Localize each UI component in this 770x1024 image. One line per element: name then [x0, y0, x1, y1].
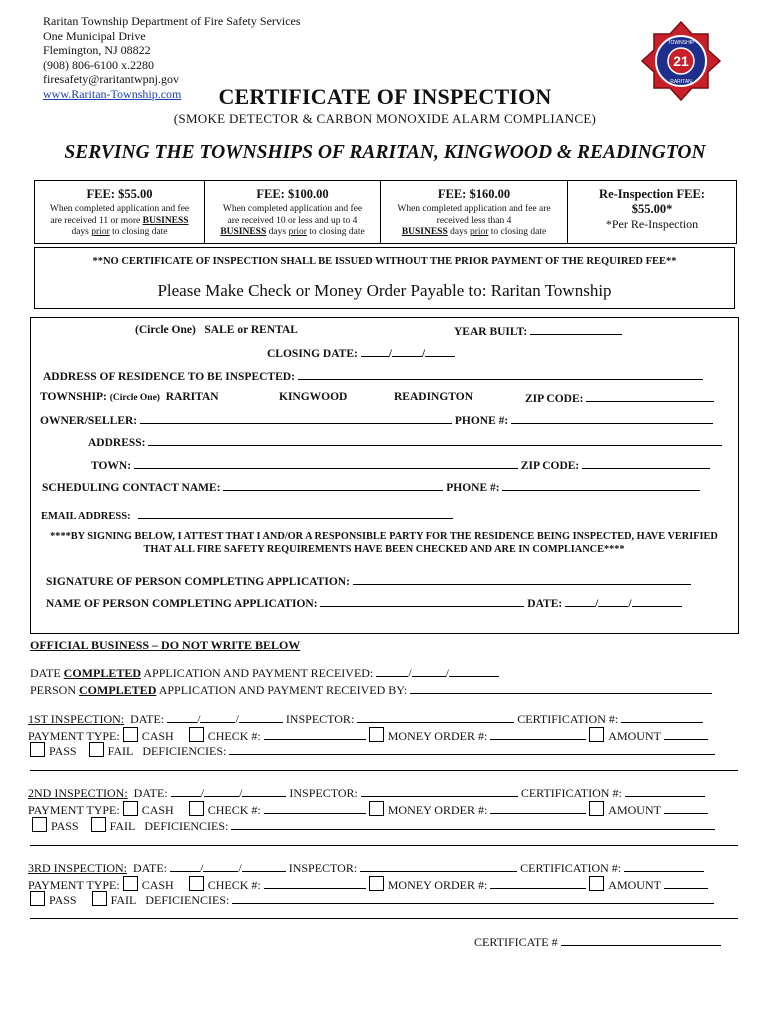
- inspection-3-result: PASS FAIL DEFICIENCIES:: [30, 891, 714, 908]
- inspection-3-date-day[interactable]: [203, 861, 238, 872]
- inspection-2-money-order-field[interactable]: [490, 803, 586, 814]
- year-built-label: YEAR BUILT:: [454, 326, 528, 338]
- inspection-3-label: 3RD INSPECTION:: [28, 861, 128, 875]
- inspection-3-amount-checkbox[interactable]: [589, 876, 604, 891]
- no-certificate-warning: **NO CERTIFICATE OF INSPECTION SHALL BE ISSUED WITHOUT THE PRIOR PAYMENT OF THE REQUIRED FEE**: [92, 256, 677, 267]
- town-zip-field[interactable]: [582, 458, 710, 469]
- inspection-3-date-year[interactable]: [242, 861, 286, 872]
- address-line-2: One Municipal Drive: [43, 28, 146, 43]
- website-link[interactable]: www.Raritan-Township.com: [43, 86, 182, 101]
- inspection-2-label: 2ND INSPECTION:: [28, 786, 128, 800]
- inspection-1-payment: PAYMENT TYPE: CASH CHECK #: MONEY ORDER #: AMOUNT: [28, 727, 708, 744]
- address-line-3: Flemington, NJ 08822: [43, 43, 151, 57]
- inspection-2-date-day[interactable]: [204, 786, 239, 797]
- closing-date-field-year[interactable]: [425, 346, 455, 357]
- fee-55: FEE: $55.00 When completed application and fee are received 11 or more BUSINESS days prior to closing date: [35, 181, 205, 243]
- svg-text:RARITAN: RARITAN: [670, 79, 692, 85]
- inspection-2-payment: PAYMENT TYPE: CASH CHECK #: MONEY ORDER #: AMOUNT: [28, 801, 708, 818]
- inspection-2-money-order-checkbox[interactable]: [369, 801, 384, 816]
- official-business-heading: OFFICIAL BUSINESS – DO NOT WRITE BELOW: [30, 638, 301, 652]
- inspection-3-inspector-field[interactable]: [360, 861, 517, 872]
- inspection-2-date-year[interactable]: [242, 786, 286, 797]
- received-by-field[interactable]: [410, 683, 712, 694]
- fee-160: FEE: $160.00 When completed application and fee are received less than 4 BUSINESS days prior to closing date: [381, 181, 568, 243]
- certificate-number-label: CERTIFICATE #: [474, 935, 558, 949]
- inspection-1-money-order-field[interactable]: [490, 729, 586, 740]
- email-label: EMAIL ADDRESS:: [41, 511, 131, 522]
- township-raritan-option[interactable]: RARITAN: [165, 391, 219, 403]
- owner-address-label: ADDRESS:: [88, 437, 146, 449]
- inspection-2-check-field[interactable]: [264, 803, 366, 814]
- township-kingwood-option[interactable]: KINGWOOD: [279, 391, 348, 403]
- payable-to-text: Please Make Check or Money Order Payable to: Raritan Township: [157, 281, 612, 300]
- inspection-1-deficiencies-line[interactable]: [30, 770, 738, 771]
- page-subtitle: (SMOKE DETECTOR & CARBON MONOXIDE ALARM COMPLIANCE): [173, 111, 597, 126]
- year-built-field[interactable]: [530, 324, 622, 335]
- inspection-2-result: PASS FAIL DEFICIENCIES:: [32, 817, 715, 834]
- address-inspected-label: ADDRESS OF RESIDENCE TO BE INSPECTED:: [43, 371, 295, 383]
- re-inspection-fee: Re-Inspection FEE: $55.00* *Per Re-Inspection: [599, 187, 705, 231]
- name-completing-field[interactable]: [320, 596, 524, 607]
- zip-code-field[interactable]: [586, 391, 714, 402]
- inspection-3-date-month[interactable]: [170, 861, 200, 872]
- inspection-2-deficiencies-field[interactable]: [231, 819, 715, 830]
- inspection-1-amount-checkbox[interactable]: [589, 727, 604, 742]
- town-zip-label: ZIP CODE:: [520, 460, 580, 472]
- date-completed-row: DATE COMPLETED APPLICATION AND PAYMENT RECEIVED: / /: [30, 666, 499, 681]
- email-field[interactable]: [138, 508, 453, 519]
- date-completed-day[interactable]: [412, 666, 446, 677]
- inspection-2-inspector-field[interactable]: [361, 786, 518, 797]
- inspection-1-fail-checkbox[interactable]: [89, 742, 104, 757]
- signature-field[interactable]: [353, 574, 691, 585]
- date-completed-month[interactable]: [376, 666, 408, 677]
- inspection-2-certification-field[interactable]: [625, 786, 705, 797]
- inspection-1-date-year[interactable]: [239, 712, 283, 723]
- address-inspected-field[interactable]: [298, 369, 703, 380]
- township-circle-label: (Circle One): [109, 393, 160, 403]
- address-line-1: Raritan Township Department of Fire Safety Services: [43, 14, 301, 28]
- inspection-1-amount-field[interactable]: [664, 729, 708, 740]
- closing-date-field-day[interactable]: [392, 346, 422, 357]
- svg-text:21: 21: [673, 53, 689, 69]
- zip-code-label: ZIP CODE:: [525, 393, 584, 405]
- scheduling-contact-field[interactable]: [223, 480, 443, 491]
- inspection-1-inspector-field[interactable]: [357, 712, 514, 723]
- sale-or-rental-option[interactable]: SALE or RENTAL: [204, 324, 298, 336]
- owner-address-field[interactable]: [148, 435, 722, 446]
- scheduling-contact-label: SCHEDULING CONTACT NAME:: [42, 482, 221, 494]
- inspection-1-check-field[interactable]: [264, 729, 366, 740]
- inspection-1-row: 1ST INSPECTION: DATE: / / INSPECTOR: CERTIFICATION #:: [28, 712, 703, 727]
- inspection-3-deficiencies-line[interactable]: [30, 918, 738, 919]
- inspection-1-deficiencies-field[interactable]: [229, 744, 715, 755]
- certificate-number-field[interactable]: [561, 935, 721, 946]
- closing-date-field-month[interactable]: [361, 346, 389, 357]
- inspection-2-deficiencies-line[interactable]: [30, 845, 738, 846]
- circle-one-label: (Circle One): [135, 324, 196, 336]
- owner-seller-field[interactable]: [140, 413, 452, 424]
- town-field[interactable]: [134, 458, 518, 469]
- inspection-2-cash-checkbox[interactable]: [123, 801, 138, 816]
- inspection-1-money-order-checkbox[interactable]: [369, 727, 384, 742]
- inspection-1-check-checkbox[interactable]: [189, 727, 204, 742]
- application-date-year[interactable]: [632, 596, 682, 607]
- inspection-1-result: PASS FAIL DEFICIENCIES:: [30, 742, 715, 759]
- inspection-2-row: 2ND INSPECTION: DATE: / / INSPECTOR: CERTIFICATION #:: [28, 786, 705, 801]
- town-label: TOWN:: [91, 460, 132, 472]
- inspection-3-fail-checkbox[interactable]: [92, 891, 107, 906]
- inspection-1-certification-field[interactable]: [621, 712, 703, 723]
- inspection-3-money-order-checkbox[interactable]: [369, 876, 384, 891]
- owner-phone-label: PHONE #:: [454, 415, 509, 427]
- inspection-3-check-checkbox[interactable]: [189, 876, 204, 891]
- township-readington-option[interactable]: READINGTON: [394, 391, 474, 403]
- svg-text:TOWNSHIP: TOWNSHIP: [667, 40, 695, 46]
- closing-date-label: CLOSING DATE:: [267, 348, 358, 360]
- fee-table: [34, 180, 737, 244]
- inspection-3-pass-checkbox[interactable]: [30, 891, 45, 906]
- address-email: firesafety@raritantwpnj.gov: [43, 72, 180, 86]
- inspection-3-cash-checkbox[interactable]: [123, 876, 138, 891]
- signature-label: SIGNATURE OF PERSON COMPLETING APPLICATION:: [46, 576, 350, 588]
- inspection-3-deficiencies-field[interactable]: [232, 893, 714, 904]
- inspection-1-pass-checkbox[interactable]: [30, 742, 45, 757]
- inspection-3-check-field[interactable]: [264, 878, 366, 889]
- inspection-2-pass-checkbox[interactable]: [32, 817, 47, 832]
- payment-notice: [34, 247, 735, 309]
- inspection-1-label: 1ST INSPECTION:: [28, 712, 125, 726]
- attestation-statement: ****BY SIGNING BELOW, I ATTEST THAT I AND/OR A RESPONSIBLE PARTY FOR THE RESIDENCE BEING INSPECTED, HAVE VERIFIED THAT ALL FIRE SAFETY REQUIREMENTS HAVE BEEN CHECKED AND ARE IN COMPLIANCE****: [50, 531, 718, 555]
- inspection-3-money-order-field[interactable]: [490, 878, 586, 889]
- contact-phone-field[interactable]: [502, 480, 700, 491]
- inspection-3-payment: PAYMENT TYPE: CASH CHECK #: MONEY ORDER #: AMOUNT: [28, 876, 708, 893]
- inspection-3-certification-field[interactable]: [624, 861, 704, 872]
- application-date-month[interactable]: [565, 596, 595, 607]
- inspection-1-date-month[interactable]: [167, 712, 197, 723]
- inspection-2-amount-field[interactable]: [664, 803, 708, 814]
- person-completed-row: PERSON COMPLETED APPLICATION AND PAYMENT RECEIVED BY:: [30, 683, 712, 698]
- page-title: CERTIFICATE OF INSPECTION: [218, 84, 552, 109]
- certificate-number-row: [474, 935, 721, 950]
- date-completed-year[interactable]: [449, 666, 499, 677]
- inspection-3-amount-field[interactable]: [664, 878, 708, 889]
- inspection-2-check-checkbox[interactable]: [189, 801, 204, 816]
- township-label: TOWNSHIP:: [40, 391, 107, 403]
- application-form: (Circle One) SALE or RENTAL YEAR BUILT: CLOSING DATE: / / ADDRESS OF RESIDENCE TO BE INSPECTED: TOWNSHIP: (Circle One) RARITAN KINGWOOD READINGTON ZIP CODE: OWNER/SELLER: PHONE #: ADDRESS: TOWN: ZIP CODE: SCHEDULING CONTACT NAME: PHONE #: EMAIL ADDRESS: ****BY SIGNING BELOW, I ATTEST THAT I AND/OR A RESPONSIBLE PARTY FOR THE RESIDENCE BEING INSPECTED, HAVE VERIFIED THAT ALL FIRE SAFETY REQUIREMENTS HAVE BEEN CHECKED AND ARE IN COMPLIANCE**** SIGNATURE OF PERSON COMPLETING APPLICATION: NAME OF PERSON COMPLETING APPLICATION: DATE: / /: [30, 317, 739, 634]
- fee-100: FEE: $100.00 When completed application and fee are received 10 or less and up to 4 BUSINESS days prior to closing date: [205, 181, 381, 243]
- inspection-2-amount-checkbox[interactable]: [589, 801, 604, 816]
- name-completing-label: NAME OF PERSON COMPLETING APPLICATION:: [46, 598, 318, 610]
- owner-seller-label: OWNER/SELLER:: [40, 415, 138, 427]
- inspection-1-date-day[interactable]: [200, 712, 235, 723]
- application-date-label: DATE:: [527, 598, 563, 610]
- inspection-1-cash-checkbox[interactable]: [123, 727, 138, 742]
- application-date-day[interactable]: [598, 596, 628, 607]
- serving-townships-heading: SERVING THE TOWNSHIPS OF RARITAN, KINGWOOD & READINGTON: [64, 142, 706, 163]
- address-line-4: (908) 806-6100 x.2280: [43, 57, 154, 72]
- inspection-2-date-month[interactable]: [171, 786, 201, 797]
- inspection-2-fail-checkbox[interactable]: [91, 817, 106, 832]
- owner-phone-field[interactable]: [511, 413, 713, 424]
- inspection-3-row: 3RD INSPECTION: DATE: / / INSPECTOR: CERTIFICATION #:: [28, 861, 704, 876]
- contact-phone-label: PHONE #:: [446, 482, 500, 494]
